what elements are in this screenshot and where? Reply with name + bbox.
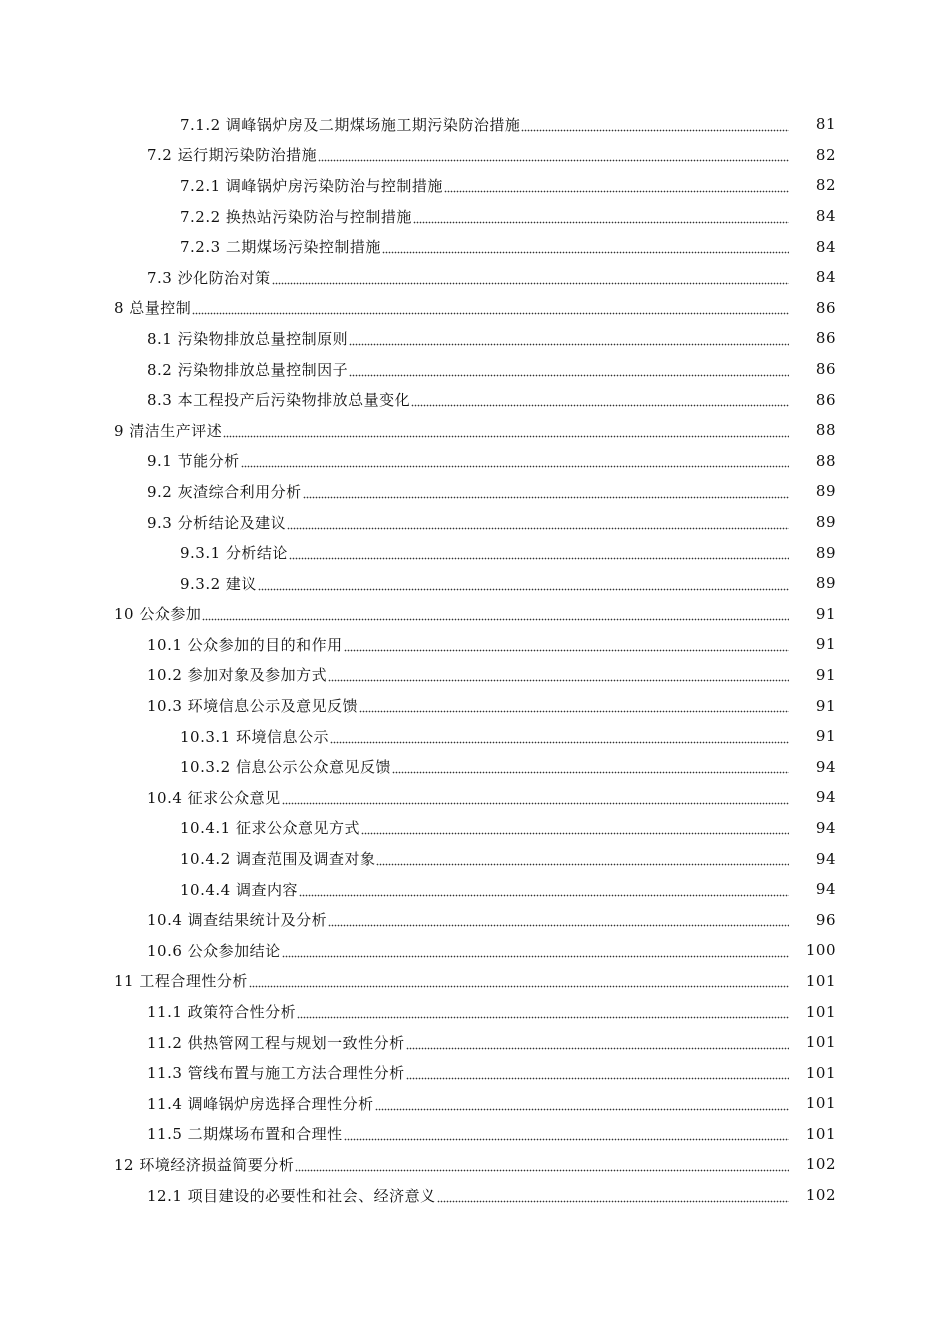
toc-entry-7-2-2[interactable] [0, 201, 950, 232]
toc-entry-title: 10.4.2 调查范围及调查对象 [180, 850, 376, 869]
toc-entry-11-3[interactable] [0, 1057, 950, 1088]
toc-entry-11-1[interactable] [0, 996, 950, 1027]
toc-entry-11-5[interactable] [0, 1119, 950, 1150]
toc-entry-8[interactable] [0, 293, 950, 324]
toc-entry-title: 9.2 灰渣综合利用分析 [147, 482, 302, 501]
toc-entry-page: 89 [815, 482, 836, 501]
dot-leader [349, 362, 789, 377]
toc-entry-7-1-2[interactable] [0, 109, 950, 140]
toc-entry-7-2-1[interactable] [0, 170, 950, 201]
toc-entry-title: 10.1 公众参加的目的和作用 [147, 635, 343, 654]
toc-entry-page: 86 [815, 360, 836, 379]
dot-leader [241, 453, 789, 468]
toc-entry-page: 91 [815, 665, 836, 684]
toc-entry-title: 11.5 二期煤场布置和合理性 [147, 1125, 343, 1144]
toc-entry-10-4-2[interactable] [0, 843, 950, 874]
dot-leader [444, 178, 789, 193]
toc-entry-7-2[interactable] [0, 140, 950, 171]
toc-entry-page: 88 [815, 451, 836, 470]
toc-entry-page: 89 [815, 543, 836, 562]
toc-entry-title: 8 总量控制 [114, 299, 192, 318]
toc-entry-title: 8.1 污染物排放总量控制原则 [147, 329, 349, 348]
toc-entry-10-3-1[interactable] [0, 721, 950, 752]
toc-entry-title: 7.3 沙化防治对策 [147, 268, 271, 287]
toc-entry-title: 11.1 政策符合性分析 [147, 1003, 297, 1022]
dot-leader [413, 209, 789, 224]
dot-leader [272, 270, 789, 285]
toc-entry-title: 9 清洁生产评述 [114, 421, 223, 440]
toc-entry-title: 10.4 调查结果统计及分析 [147, 911, 328, 930]
toc-entry-10-3-2[interactable] [0, 751, 950, 782]
toc-entry-page: 101 [805, 1063, 836, 1082]
dot-leader [361, 820, 789, 835]
toc-entry-page: 91 [815, 604, 836, 623]
toc-entry-10-1[interactable] [0, 629, 950, 660]
dot-leader [328, 667, 789, 682]
dot-leader [521, 117, 789, 132]
toc-entry-10-4-1[interactable] [0, 813, 950, 844]
toc-entry-page: 84 [815, 237, 836, 256]
dot-leader [258, 576, 789, 591]
dot-leader [375, 1096, 789, 1111]
toc-entry-title: 7.2 运行期污染防治措施 [147, 146, 318, 165]
toc-entry-page: 89 [815, 513, 836, 532]
toc-entry-title: 10.4 征求公众意见 [147, 788, 281, 807]
toc-entry-page: 81 [815, 115, 836, 134]
toc-entry-title: 11 工程合理性分析 [114, 972, 248, 991]
dot-leader [330, 729, 789, 744]
toc-entry-title: 11.2 供热管网工程与规划一致性分析 [147, 1033, 405, 1052]
toc-entry-page: 102 [805, 1155, 836, 1174]
toc-entry-page: 94 [815, 880, 836, 899]
dot-leader [249, 973, 789, 988]
toc-entry-title: 11.3 管线布置与施工方法合理性分析 [147, 1064, 405, 1083]
toc-entry-page: 94 [815, 757, 836, 776]
toc-entry-10-4[interactable] [0, 782, 950, 813]
dot-leader [282, 943, 789, 958]
toc-entry-title: 10.3.1 环境信息公示 [180, 727, 329, 746]
toc-entry-page: 82 [815, 176, 836, 195]
toc-entry-title: 7.2.2 换热站污染防治与控制措施 [180, 207, 412, 226]
dot-leader [359, 698, 789, 713]
toc-entry-title: 10.2 参加对象及参加方式 [147, 666, 328, 685]
dot-leader [437, 1188, 789, 1203]
toc-entry-page: 91 [815, 727, 836, 746]
toc-entry-title: 9.3.2 建议 [180, 574, 257, 593]
toc-entry-9-1[interactable] [0, 446, 950, 477]
toc-entry-page: 94 [815, 818, 836, 837]
toc-entry-10-4-results[interactable] [0, 904, 950, 935]
toc-entry-title: 8.3 本工程投产后污染物排放总量变化 [147, 391, 411, 410]
toc-entry-8-3[interactable] [0, 384, 950, 415]
toc-entry-10-2[interactable] [0, 660, 950, 691]
toc-entry-page: 94 [815, 788, 836, 807]
toc-entry-page: 100 [805, 941, 836, 960]
toc-entry-title: 9.3.1 分析结论 [180, 544, 288, 563]
dot-leader [282, 790, 789, 805]
toc-entry-7-3[interactable] [0, 262, 950, 293]
toc-entry-page: 88 [815, 421, 836, 440]
dot-leader [287, 515, 789, 530]
toc-entry-title: 10.4.4 调查内容 [180, 880, 298, 899]
toc-entry-7-2-3[interactable] [0, 231, 950, 262]
toc-entry-title: 7.2.1 调峰锅炉房污染防治与控制措施 [180, 176, 443, 195]
toc-entry-title: 9.3 分析结论及建议 [147, 513, 287, 532]
toc-entry-9-2[interactable] [0, 476, 950, 507]
toc-entry-10-6[interactable] [0, 935, 950, 966]
toc-entry-page: 82 [815, 145, 836, 164]
table-of-contents [0, 109, 950, 1210]
dot-leader [392, 759, 789, 774]
dot-leader [411, 392, 789, 407]
dot-leader [382, 239, 789, 254]
dot-leader [318, 147, 789, 162]
toc-entry-9-3-2[interactable] [0, 568, 950, 599]
toc-entry-9-3[interactable] [0, 507, 950, 538]
toc-entry-page: 101 [805, 1094, 836, 1113]
toc-entry-title: 10.3 环境信息公示及意见反馈 [147, 697, 359, 716]
toc-entry-page: 101 [805, 971, 836, 990]
toc-entry-11-4[interactable] [0, 1088, 950, 1119]
dot-leader [349, 331, 789, 346]
toc-entry-title: 12 环境经济损益简要分析 [114, 1155, 295, 1174]
toc-entry-title: 10.3.2 信息公示公众意见反馈 [180, 758, 391, 777]
toc-entry-title: 10.6 公众参加结论 [147, 941, 281, 960]
dot-leader [344, 637, 789, 652]
toc-entry-page: 91 [815, 635, 836, 654]
dot-leader [223, 423, 789, 438]
toc-entry-11-2[interactable] [0, 1027, 950, 1058]
dot-leader [344, 1126, 789, 1141]
toc-entry-title: 7.2.3 二期煤场污染控制措施 [180, 238, 381, 257]
toc-entry-page: 86 [815, 329, 836, 348]
toc-entry-page: 86 [815, 298, 836, 317]
toc-entry-9[interactable] [0, 415, 950, 446]
dot-leader [328, 912, 789, 927]
toc-entry-10-3[interactable] [0, 690, 950, 721]
toc-entry-title: 10.4.1 征求公众意见方式 [180, 819, 360, 838]
dot-leader [299, 882, 789, 897]
toc-entry-10[interactable] [0, 599, 950, 630]
toc-entry-page: 96 [815, 910, 836, 929]
toc-entry-8-1[interactable] [0, 323, 950, 354]
toc-entry-9-3-1[interactable] [0, 537, 950, 568]
dot-leader [202, 606, 789, 621]
toc-entry-title: 8.2 污染物排放总量控制因子 [147, 360, 349, 379]
dot-leader [192, 300, 789, 315]
toc-entry-title: 7.1.2 调峰锅炉房及二期煤场施工期污染防治措施 [180, 115, 521, 134]
dot-leader [376, 851, 789, 866]
toc-entry-12[interactable] [0, 1149, 950, 1180]
toc-entry-page: 91 [815, 696, 836, 715]
toc-entry-title: 12.1 项目建设的必要性和社会、经济意义 [147, 1186, 436, 1205]
toc-entry-11[interactable] [0, 966, 950, 997]
toc-entry-page: 84 [815, 268, 836, 287]
toc-entry-page: 101 [805, 1033, 836, 1052]
toc-entry-page: 101 [805, 1002, 836, 1021]
toc-entry-title: 11.4 调峰锅炉房选择合理性分析 [147, 1094, 374, 1113]
dot-leader [406, 1065, 789, 1080]
dot-leader [295, 1157, 789, 1172]
dot-leader [406, 1035, 789, 1050]
toc-entry-12-1[interactable] [0, 1180, 950, 1211]
dot-leader [303, 484, 789, 499]
toc-entry-page: 102 [805, 1186, 836, 1205]
toc-entry-page: 89 [815, 574, 836, 593]
toc-entry-page: 101 [805, 1124, 836, 1143]
toc-entry-page: 86 [815, 390, 836, 409]
toc-entry-8-2[interactable] [0, 354, 950, 385]
toc-entry-10-4-4[interactable] [0, 874, 950, 905]
toc-entry-page: 94 [815, 849, 836, 868]
toc-entry-title: 10 公众参加 [114, 605, 202, 624]
dot-leader [297, 1004, 789, 1019]
toc-entry-title: 9.1 节能分析 [147, 452, 240, 471]
toc-entry-page: 84 [815, 207, 836, 226]
dot-leader [289, 545, 789, 560]
